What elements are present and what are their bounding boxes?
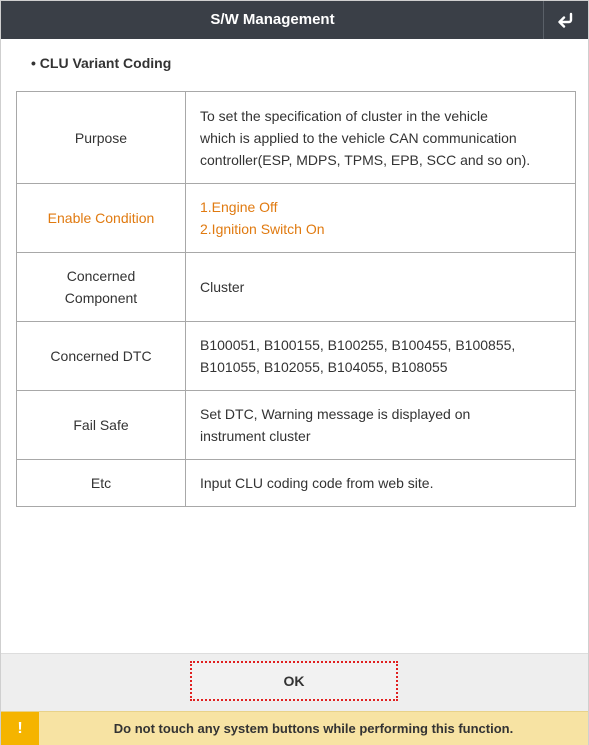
table-row (17, 322, 576, 391)
table-row (17, 184, 576, 253)
row-label: Purpose (17, 92, 186, 184)
table-row (17, 92, 576, 184)
ok-button[interactable]: OK (190, 661, 398, 701)
row-label: Fail Safe (17, 391, 186, 460)
window-title: S/W Management (210, 11, 335, 28)
value-line: Set DTC, Warning message is displayed on (200, 406, 471, 422)
row-value (186, 92, 576, 184)
value-line: which is applied to the vehicle CAN communication (200, 129, 517, 146)
label-line: Concerned (66, 268, 136, 284)
warning-message: Do not touch any system buttons while performing this function. (113, 721, 514, 736)
return-arrow-icon (557, 12, 575, 28)
info-table (16, 91, 576, 507)
value-line: 1.Engine Off (200, 199, 278, 215)
label-line: Component (64, 290, 138, 306)
row-value (186, 184, 576, 253)
button-area (1, 653, 588, 712)
table-row (17, 253, 576, 322)
row-value (186, 322, 576, 391)
section-title: • CLU Variant Coding (31, 55, 172, 71)
row-value (186, 391, 576, 460)
exclamation-icon: ! (1, 712, 39, 745)
back-button[interactable] (543, 1, 588, 39)
table-row (17, 391, 576, 460)
warning-bar (1, 711, 588, 745)
row-label: Concerned DTC (17, 322, 186, 391)
value-line: B100051, B100155, B100255, B100455, B100855, (200, 337, 516, 353)
value-line: Cluster (200, 279, 245, 295)
row-label: Etc (17, 460, 186, 507)
title-bar (1, 1, 588, 39)
value-line: To set the specification of cluster in the vehicle (200, 107, 488, 124)
value-line: 2.Ignition Switch On (200, 221, 325, 237)
value-line: controller(ESP, MDPS, TPMS, EPB, SCC and so on). (200, 151, 531, 168)
value-line: instrument cluster (200, 428, 311, 444)
value-line: Input CLU coding code from web site. (200, 475, 434, 491)
row-label: Enable Condition (17, 184, 186, 253)
value-line: B101055, B102055, B104055, B108055 (200, 359, 448, 375)
row-value (186, 253, 576, 322)
row-value (186, 460, 576, 507)
table-row (17, 460, 576, 507)
row-label (17, 253, 186, 322)
